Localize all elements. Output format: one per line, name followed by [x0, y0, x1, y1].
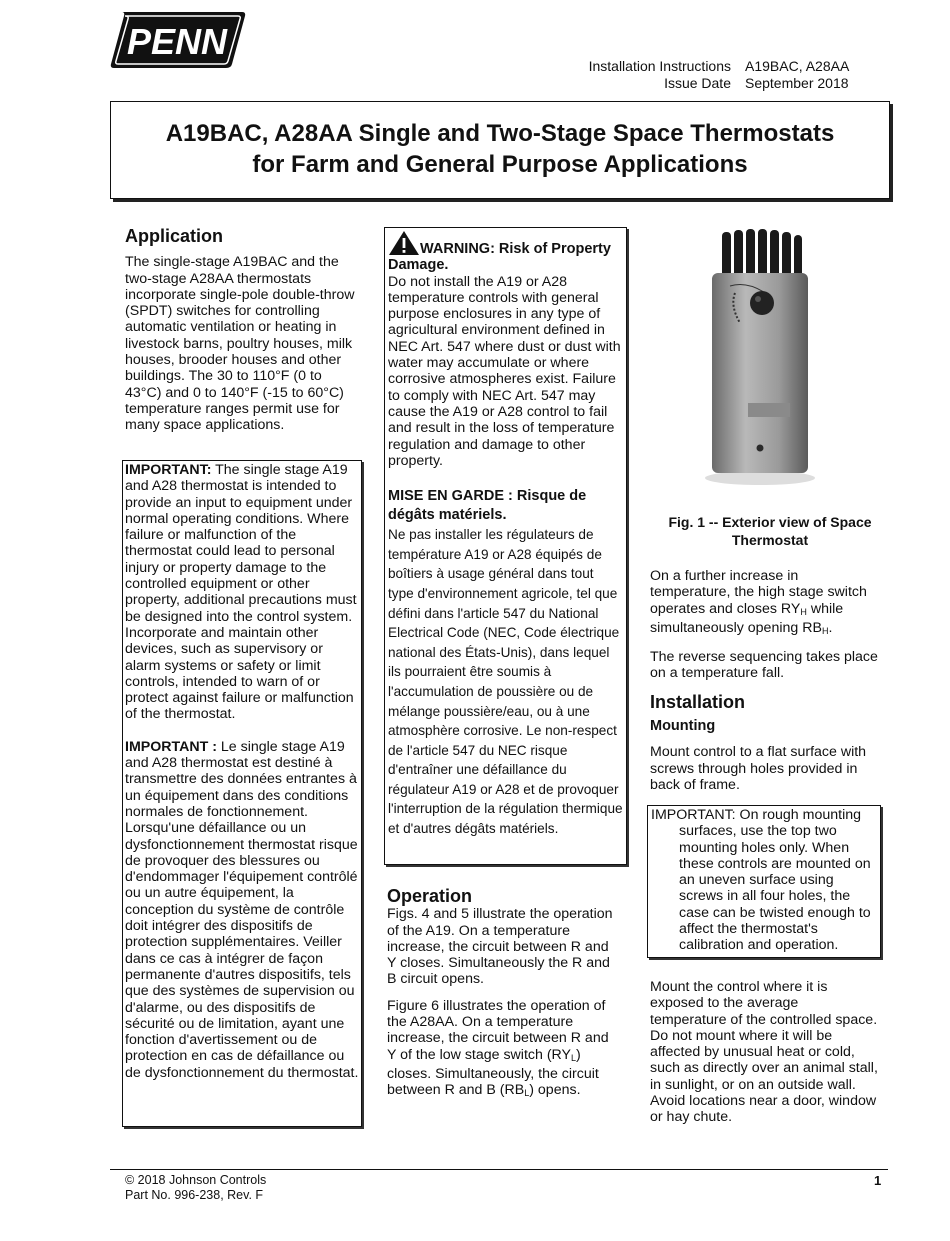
important-fr: IMPORTANT : Le single stage A19 and A28 thermostat est destiné à transmettre des données entrantes à un équipement dans des conditions normales de fonctionnement. Lorsqu'une défaillance ou un dysfonctionnement thermostat risque de provoquer des blessures ou d'endommager l'équipement contrôlé ou un autre équipement, la conception du système de contrôle doit intégrer des dispositifs de protection supplémentaires. Veiller dans ce cas à intégrer de façon permanente d'autres dispositifs, tels que des systèmes de supervision ou d'alarme, ou des dispositifs de sécurité ou de limitation, ayant une fonction d'avertissement ou de protection en cas de défaillance ou de dysfonctionnement du thermostat.	[125, 738, 359, 1081]
warning-title: WARNING: Risk of Property Damage.	[388, 230, 623, 274]
penn-logo	[108, 10, 246, 70]
installation-heading: Installation	[650, 691, 746, 712]
warning-fr-body: Ne pas installer les régulateurs de température A19 or A28 équipés de boîtiers à usage général dans tout type d'environnement agricole, tel que défini dans l'article 547 du National Electrical Code (NEC, Code électrique national des États-Unis), dans lequel ils pourraient être soumis à l'accumulation de poussière ou de mélange poussière/eau, ou à une atmosphère corrosive. Le non-respect de l'article 547 du NEC risque d'entraîner une défaillance du régulateur A19 or A28 et de provoquer l'interruption de la régulation thermique et d'autres dégâts matériels.	[388, 527, 623, 837]
footer-divider	[110, 1169, 888, 1170]
figure-caption: Fig. 1 -- Exterior view of Space Thermostat	[668, 514, 872, 548]
part-number: Part No. 996-238, Rev. F	[125, 1188, 264, 1202]
mounting-important-box	[647, 805, 881, 958]
reverse-sequencing-paragraph: The reverse sequencing takes place on a temperature fall.	[650, 649, 878, 682]
mounting-important-body: surfaces, use the top two mounting holes only. When these controls are mounted on an uneven surface using screws in all four holes, the case can be twisted enough to affect the thermostat's calibration and operation.	[679, 823, 871, 954]
warning-body: Do not install the A19 or A28 temperature controls with general purpose enclosures in any type of agricultural environment defined in NEC Art. 547 where dust or dust with water may accumulate or where corrosive atmospheres exist. Failure to comply with NEC Art. 547 may cause the A19 or A28 control to fail and result in the loss of temperature regulation and damage to other property.	[388, 273, 621, 469]
thermostat-photo	[690, 228, 830, 488]
footer	[125, 1173, 266, 1203]
copyright: © 2018 Johnson Controls	[125, 1173, 267, 1187]
right-column	[650, 568, 878, 793]
page-number: 1	[874, 1173, 882, 1188]
further-increase-paragraph: On a further increase in temperature, the high stage switch operates and closes $RY_H$ while simultaneously opening $RB_H$.	[650, 568, 867, 636]
application-heading: Application	[125, 226, 223, 246]
important-box	[122, 460, 362, 1127]
mounting-important-first-line: IMPORTANT: On rough mounting	[651, 807, 862, 823]
important-en: IMPORTANT: The single stage A19 and A28 thermostat is intended to provide an input to equipment under normal operating conditions. Where failure or malfunction of the thermostat could lead to personal injury or property damage to the controlled equipment or other property, additional precautions must be designed into the control system. Incorporate and maintain other devices, such as supervisory or alarm systems or safety or limit controls, intended to warn of or protect against failure or malfunction of the thermostat.	[125, 462, 357, 723]
operation-heading: Operation	[387, 886, 473, 906]
title-box	[110, 101, 890, 199]
header-meta	[588, 58, 849, 92]
mount-location-paragraph: Mount the control where it is exposed to the average temperature of the controlled space. Do not mount where it will be affected by unusual heat or cold, such as directly over an animal stall, in sunlight, or on an outside wall. Avoid locations near a door, window or hay chute.	[650, 979, 878, 1126]
warning-box	[384, 227, 627, 865]
meta-row-doc-type: Installation Instructions A19BAC, A28AA	[588, 58, 850, 74]
application-section	[125, 228, 357, 434]
warning-fr-title: MISE EN GARDE : Risque de dégâts matériels.	[388, 488, 587, 524]
warning-triangle-icon	[388, 230, 420, 256]
penn-logo-mark	[108, 10, 246, 70]
thermostat-illustration	[690, 228, 830, 488]
application-body: The single-stage A19BAC and the two-stage A28AA thermostats incorporate single-pole double-throw (SPDT) switches for controlling automatic ventilation or heating in livestock barns, poultry houses, milk houses, brooder houses and other buildings. The 30 to 110°F (0 to 43°C) and 0 to 140°F (-15 to 60°C) temperature ranges permit use for many space applications.	[125, 254, 355, 434]
mounting-paragraph: Mount control to a flat surface with screws through holes provided in back of frame.	[650, 744, 867, 793]
svg-text:PENN: PENN	[126, 21, 228, 62]
operation-p2: Figure 6 illustrates the operation of the A28AA. On a temperature increase, the circuit between R and Y of the low stage switch $(RY_L)$ closes. Simultaneously, the circuit between R and B $(RB_L)$ opens.	[387, 997, 609, 1099]
operation-p1: Figs. 4 and 5 illustrate the operation of the A19. On a temperature increase, the circuit between R and Y closes. Simultaneously the R and B circuit opens.	[387, 906, 613, 988]
mounting-heading: Mounting	[650, 718, 716, 735]
operation-section	[387, 888, 619, 1102]
page-title: A19BAC, A28AA Single and Two-Stage Space Thermostats for Farm and General Purpose Applications	[165, 120, 835, 178]
meta-row-issue-date: Issue Date September 2018	[664, 75, 849, 91]
